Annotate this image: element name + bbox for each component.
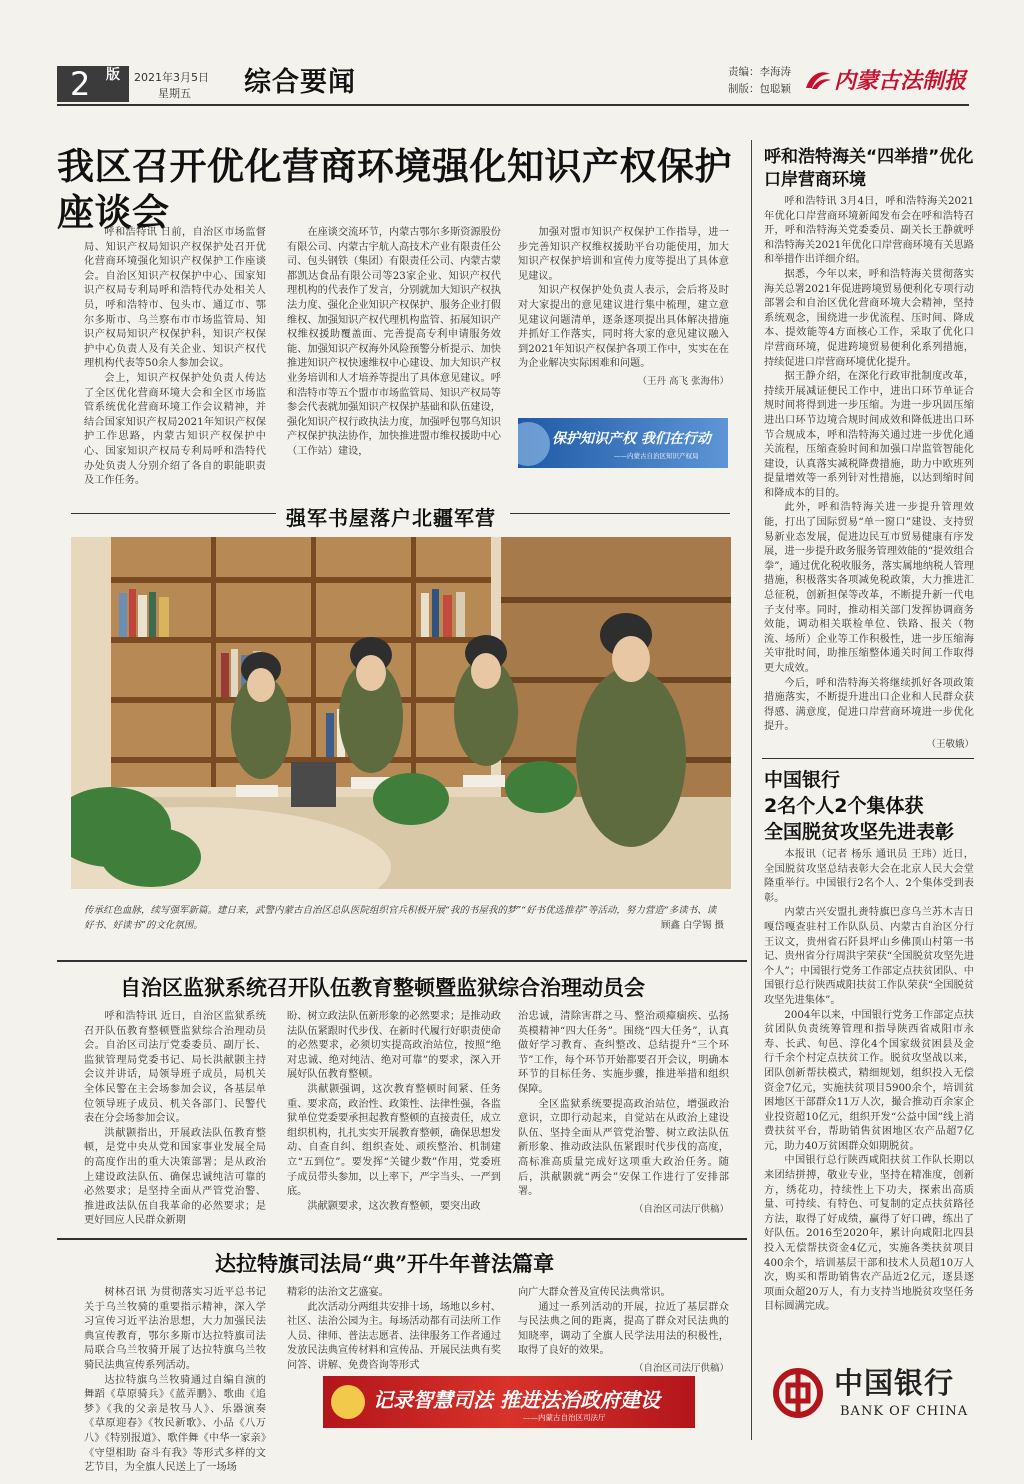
boc-logo-icon xyxy=(773,1368,823,1418)
photo-credit: 顾鑫 白学锡 摄 xyxy=(660,920,724,931)
customs-body xyxy=(764,195,974,753)
lead-column-3 xyxy=(518,226,729,390)
photo-title: 强军书屋落户北疆军营 xyxy=(286,506,496,530)
page-number: 2 xyxy=(70,65,91,103)
prison-para: 呼和浩特讯 近日，自治区监狱系统召开队伍教育整顿暨监狱综合治理动员会。自治区司法厅党委委员、副厅长、监狱管理局党委书记、局长洪献颢主持会议并讲话，局领导班子成员，局机关全体民警在主会场参加会议，各基层单位领导班子成员、机关各部门、民警代表在分会场参加会议。 xyxy=(84,1011,266,1125)
lead-para: 在座谈交流环节，内蒙古鄂尔多斯资源股份有限公司、内蒙古宇航人高技术产业有限责任公司、包头钢铁（集团）有限责任公司、内蒙古蒙都凯达食品有限公司等23家企业、知识产权代理机构的代表作了发言，分别就加大知识产权执法力度、强化企业知识产权保护、服务企业打假维权、加强知识产权代理机构监管、拓展知识产权维权援助覆盖面、完善提高专利申请服务效能、加强知识产权海外风险预警分析提示、加快推进知识产权快速维权中心建设、加大知识产权业务培训和人才培养等提出了具体意见建议。呼和浩特市等五个盟市市场监管局、知识产权局等参会代表就加强知识产权保护基础和队伍建设，强化知识产权行政执法力度，加强呼包鄂乌知识产权保护执法协作，加快推进盟市维权援助中心（工作站）建设， xyxy=(287,227,501,457)
section-rule xyxy=(57,960,747,962)
ip-banner-sub: ——内蒙古自治区知识产权局 xyxy=(614,452,699,460)
court-column-3 xyxy=(518,1286,729,1377)
prison-para: 洪献颢指出，开展政法队伍教育整顿，是党中央从党和国家事业发展全局的高度作出的重大决策部署；是从政治上建设政法队伍、确保忠诚纯洁可靠的必然要求；是坚持全面从严管党治警、推进政法队伍自我革命的必然要求；是更好回应人民群众新期 xyxy=(84,1127,266,1227)
court-para: 通过一系列活动的开展，拉近了基层群众与民法典之间的距离，提高了群众对民法典的知晓率，调动了全旗人民学法用法的积极性，取得了良好的效果。 xyxy=(518,1301,729,1357)
prison-para: 治忠诚，清除害群之马、整治顽瘴痼疾、弘扬英模精神“四大任务”。围绕“四大任务”，认真做好学习教育、查纠整改、总结提升“三个环节”工作，每个环节开始都要召开会议，明确本环节的目标任务、实施步骤，推进举措和组织保障。 xyxy=(518,1011,729,1095)
prison-headline: 自治区监狱系统召开队伍教育整顿暨监狱综合治理动员会 xyxy=(120,975,645,1000)
ip-banner-shape xyxy=(518,422,550,466)
boc-body xyxy=(764,848,974,1315)
customs-para: 此外，呼和浩特海关进一步提升管理效能，打出了国际贸易“单一窗口”建设、支持贸易新业态发展，促进边民互市贸易健康有序发展，进一步提升政务服务管理效能的“提效组合拳”，通过优化税收服务，落实属地纳税人管理措施，积极落实各项减免税政策，大力推进汇总征税，创新担保等改革，不断提升新一代电子支付率。同时，推动相关部门发挥协调商务效能，调动相关联检单位、铁路、报关（物流、场所）企业等工作积极性，进一步压缩海关审批时间，助推压缩整体通关时间工作取得更大成效。 xyxy=(764,502,974,674)
prison-column-1 xyxy=(84,1010,266,1229)
boc-para: 中国银行总行陕西咸阳扶贫工作队长期以来团结拼搏，敬业专业，坚持在精准度，创新方，绣花功，持续性上下功夫，探索出高质量、可持续、有特色、可复制的定点扶贫路径方法，取得了好成绩，赢得了好口碑，练出了好队伍。2016至2020年，累计向咸阳北四县投入无偿帮扶资金4亿元，实施各类扶贫项目400余个，培训基层干部和技术人员超10万人次，购买和帮助销售农产品近2亿元，逐县逐项面众超20万人，有力支持当地脱贫攻坚任务目标圆满完成。 xyxy=(764,1155,974,1313)
customs-headline: 呼和浩特海关“四举措”优化口岸营商环境 xyxy=(764,147,974,190)
lead-headline: 我区召开优化营商环境强化知识产权保护座谈会 xyxy=(57,144,732,234)
customs-para: 呼和浩特讯 3月4日，呼和浩特海关2021年优化口岸营商环境新闻发布会在呼和浩特召开，呼和浩特海关党委委员、副关长王静就呼和浩特海关2021年优化口岸营商环境有关思路和举措作出详细介绍。 xyxy=(764,196,974,266)
court-para: 树林召讯 为贯彻落实习近平总书记关于乌兰牧骑的重要指示精神，深入学习宣传习近平法治思想，大力加强民法典宣传教育，鄂尔多斯市达拉特旗司法局联合乌兰牧骑开展了达拉特旗乌兰牧骑民法典宣传系列活动。 xyxy=(84,1287,266,1371)
prison-column-3 xyxy=(518,1010,729,1217)
lead-para: 呼和浩特讯 日前，自治区市场监督局、知识产权局知识产权保护处召开优化营商环境强化知识产权保护工作座谈会。自治区知识产权保护中心、国家知识产权局专利局呼和浩特代办处相关人员，呼和浩特市、包头市、通辽市、鄂尔多斯市、乌兰察布市市场监管局、知识产权局知识产权保护科，知识产权保护中心负责人及有关企业、知识产权代理机构代表等50余人参加会议。 xyxy=(84,227,266,370)
lead-column-1 xyxy=(84,226,266,489)
lead-para: 知识产权保护处负责人表示，会后将及时对大家提出的意见建议进行集中梳理，建立意见建议问题清单，逐条逐项提出具体解决措施并抓好工作落实，同时将大家的意见建议融入到2021年知识产权保护各项工作中，实实在在为企业解决实际困难和问题。 xyxy=(518,285,729,370)
justice-banner xyxy=(323,1376,695,1428)
customs-para: 今后，呼和浩特海关将继续抓好各项政策措施落实，不断提升进出口企业和人民群众获得感、满意度，促进口岸营商环境进一步优化提升。 xyxy=(764,677,974,733)
lead-credit: （王丹 高飞 张海伟） xyxy=(637,375,729,387)
court-column-2 xyxy=(287,1286,501,1374)
paper-logo-mark xyxy=(803,68,833,92)
masthead-rule xyxy=(57,104,969,106)
prison-credit: （自治区司法厅供稿） xyxy=(633,1203,729,1215)
page-label: 版 xyxy=(106,67,120,83)
section-title: 综合要闻 xyxy=(244,67,356,98)
customs-para: 据悉，今年以来，呼和浩特海关贯彻落实海关总署2021年促进跨境贸易便利化专项行动部署会和自治区优化营商环境大会精神，坚持系统观念，围绕进一步优流程、压时间、降成本、提效能等4方面核心工作，采取了优化口岸营商环境，促进跨境贸易便利化系列措施，持续促进口岸营商环境优化提升。 xyxy=(764,268,974,368)
court-para: 此次活动分两组共安排十场，场地以乡村、社区、法治公园为主。每场活动都有司法所工作人员、律师、普法志愿者、法律服务工作者通过发放民法典宣传材料和宣传品、开展民法典有奖问答、讲解、免费咨询等形式 xyxy=(287,1301,501,1371)
court-headline: 达拉特旗司法局“典”开牛年普法篇章 xyxy=(215,1251,555,1276)
boc-headline-2: 2名个人2个集体获 xyxy=(764,795,924,817)
prison-para: 盼、树立政法队伍新形象的必然要求；是推动政法队伍紧跟时代步伐、在新时代履行好职责使命的必然要求，必须切实提高政治站位，按照“绝对忠诚、绝对纯洁、绝对可靠”的要求，深入开展好队伍教育整顿。 xyxy=(287,1011,501,1081)
column-divider xyxy=(751,140,752,1440)
court-para: 达拉特旗乌兰牧骑通过自编自演的舞蹈《草原骑兵》《蓝弄鹏》、歌曲《追梦》《我的父亲是牧马人》、乐器演奏《草原迎春》《牧民新歌》、小品《八万八》《特别报道》、歌伴舞《中华一家亲》《守望相助 奋斗有我》等形式多样的文艺节目，为全旗人民送上了一场场 xyxy=(84,1374,266,1474)
right-rule xyxy=(762,758,974,759)
producer-credit: 制版：包聪颖 xyxy=(728,83,791,95)
customs-credit: （王敬娥） xyxy=(926,738,974,750)
photo-caption xyxy=(84,903,724,933)
court-column-1 xyxy=(84,1286,266,1476)
paper-name: 内蒙古法制报 xyxy=(834,68,967,94)
lead-para: 会上，知识产权保护处负责人传达了全区优化营商环境大会和全区市场监管系统优化营商环境工作会议精神，并结合国家知识产权局2021年知识产权保护工作思路，内蒙古知识产权保护中心、国家知识产权局专利局呼和浩特代办处负责人分别介绍了各自的职能职责及工作任务。 xyxy=(84,372,266,487)
prison-para: 洪献颢要求，这次教育整顿，要突出政 xyxy=(307,1200,481,1212)
lead-para: 加强对盟市知识产权保护工作指导，进一步完善知识产权维权援助平台功能使用，加大知识产权保护培训和宣传力度等提出了具体意见建议。 xyxy=(518,227,729,282)
court-para: 精彩的法治文艺盛宴。 xyxy=(287,1287,389,1298)
section-rule xyxy=(57,1238,747,1240)
boc-headline-1: 中国银行 xyxy=(764,769,841,791)
party-emblem-icon xyxy=(331,1385,365,1419)
issue-weekday: 星期五 xyxy=(158,87,191,100)
justice-banner-sub: ——内蒙古自治区司法厅 xyxy=(523,1413,606,1422)
editor-credit: 责编：李海涛 xyxy=(728,66,791,78)
lead-column-2 xyxy=(287,226,501,460)
boc-para: 2004年以来，中国银行党务工作部定点扶贫团队负责统筹管理和指导陕西省咸阳市永寿、长武、旬邑、淳化4个国家级贫困县及金行千余个村定点扶贫工作。脱贫攻坚战以来，团队创新帮扶模式，精细规划，组织投入无偿资金7亿元，实施扶贫项目5900余个，培训贫困地区干部群众11万人次，撮合推动百余家企业投资超10亿元，组织开发“公益中国”线上消费扶贫平台，帮助销售贫困地区农产品超7亿元，助力40万贫困群众如期脱贫。 xyxy=(764,1009,974,1152)
customs-para: 据王静介绍，在深化行政审批制度改革，持续开展减证便民工作中，进出口环节单证合规时间将得到进一步压缩。为进一步巩固压缩进出口环节边境合规时间成效和降低进出口环节合规成本，呼和浩特海关通过进一步优化通关流程，压缩查验时间和加强口岸监管智能化建设，认真落实减税降费措施，助力中欧班列提量增效等一系列针对性措施，以达到缩时间和降成本的目的。 xyxy=(764,371,974,499)
ip-banner-text: 保护知识产权 我们在行动 xyxy=(552,431,711,447)
photo-caption-text: 传承红色血脉，续写强军新篇。建日来，武警内蒙古自治区总队医院组织官兵积极开展“我的书屋我的梦”“好书优选推荐”等活动，努力营造“多读书、读好书、好读书”的文化氛围。 xyxy=(84,905,717,931)
prison-column-2 xyxy=(287,1010,501,1214)
ip-banner xyxy=(518,418,728,468)
justice-banner-text: 记录智慧司法 推进法治政府建设 xyxy=(373,1388,660,1412)
issue-date: 2021年3月5日 xyxy=(134,71,209,84)
prison-para: 洪献颢强调，这次教育整顿时间紧、任务重、要求高，政治性、政策性、法律性强，各监狱单位党委要承担起教育整顿的直接责任，成立组织机构，扎扎实实开展教育整顿，确保思想发动、自查自纠、组织查处、顽疾整治、机制建立“五到位”。要发挥“关键少数”作用，党委班子成员带头参加，以上率下，严字当头、一严到底。 xyxy=(287,1083,501,1198)
barracks-bookroom-photo xyxy=(71,537,731,889)
boc-headline-3: 全国脱贫攻坚先进表彰 xyxy=(764,821,955,843)
court-credit: （自治区司法厅供稿） xyxy=(633,1362,729,1374)
photo-title-rule xyxy=(71,513,276,514)
boc-logo-cn: 中国银行 xyxy=(834,1366,955,1400)
boc-para: 本报讯（记者 杨乐 通讯员 王玮）近日，全国脱贫攻坚总结表彰大会在北京人民大会堂隆重举行。中国银行2名个人、2个集体受到表彰。 xyxy=(764,849,974,904)
court-para: 向广大群众普及宣传民法典常识。 xyxy=(518,1287,671,1298)
boc-para: 内蒙古兴安盟扎赉特旗巴彦乌兰苏木吉日嘎岱嘎查驻村工作队队员、内蒙古自治区分行王议文，贵州省石阡县坪山乡佛顶山村第一书记、贵州省分行周洪宇荣获“全国脱贫攻坚先进个人”；中国银行党务工作部定点扶贫团队、中国银行总行陕西咸阳扶贫工作队荣获“全国脱贫攻坚先进集体”。 xyxy=(764,907,974,1006)
photo-title-rule xyxy=(510,513,730,514)
boc-logo-en: BANK OF CHINA xyxy=(840,1404,969,1419)
prison-para: 全区监狱系统要提高政治站位，增强政治意识，立即行动起来，自觉站在从政治上建设队伍、坚持全面从严管党治警、树立政法队伍新形象、推动政法队伍紧跟时代步伐的高度，高标准高质量完成好这项重大政治任务。随后，洪献颢就“两会”安保工作进行了安排部署。 xyxy=(518,1098,729,1198)
